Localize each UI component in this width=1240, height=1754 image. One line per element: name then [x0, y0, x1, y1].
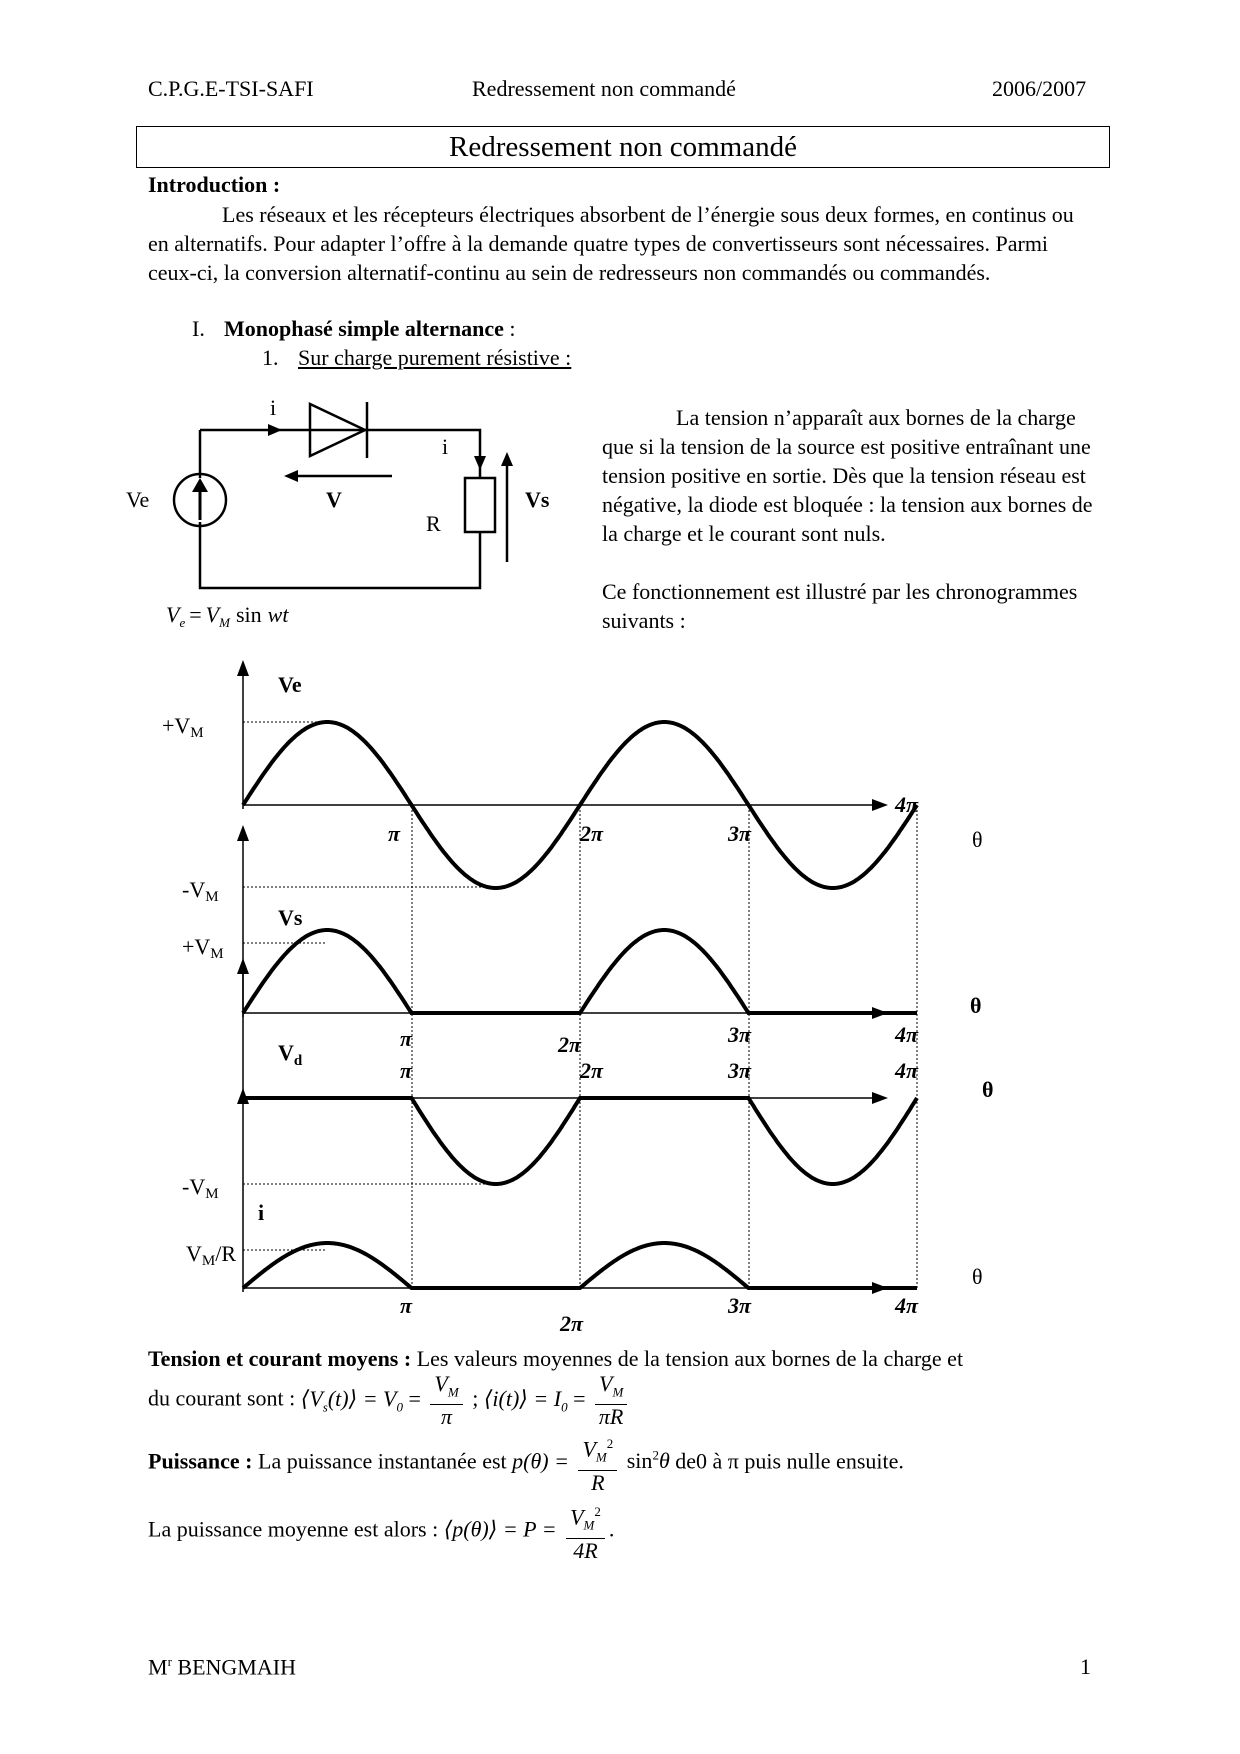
- puissance-text: La puissance instantanée est: [252, 1448, 513, 1474]
- description-p2: Ce fonctionnement est illustré par les chronogrammes suivants :: [602, 579, 1078, 633]
- i-tick-3pi: 3π: [728, 1293, 752, 1318]
- vs-tick-3pi: 3π: [728, 1022, 752, 1047]
- ve-y-arrow: [237, 660, 249, 676]
- tension-text: Les valeurs moyennes de la tension aux bornes de la charge et: [411, 1346, 964, 1371]
- circuit-diagram: [120, 390, 570, 640]
- header-center: Redressement non commandé: [472, 76, 736, 101]
- vd-tick-pi: π: [400, 1058, 413, 1083]
- ve-pvm-label: +VM: [162, 713, 204, 741]
- vs-tick-4pi: 4π: [895, 1022, 919, 1047]
- circuit-v-label: V: [326, 487, 342, 512]
- puissance-fraction: $\frac{V_M^2}{R}$: [578, 1432, 617, 1495]
- header-right: 2006/2007: [992, 76, 1087, 101]
- chronogram-chart: [150, 660, 1010, 1340]
- i-x-arrow: [872, 1282, 888, 1294]
- moyenne-fraction: $\frac{V_M^2}{4R}$: [566, 1500, 605, 1563]
- vs-xlabel: θ: [970, 993, 982, 1018]
- i-tick-4pi: 4π: [895, 1293, 919, 1318]
- vs-tick-pi: π: [400, 1026, 413, 1051]
- eq2-fraction: $\frac{V_M}{\pi R}$: [595, 1372, 627, 1429]
- eq1-fraction: $\frac{V_M}{\pi}$: [430, 1372, 462, 1429]
- i-chart-title: i: [258, 1200, 265, 1225]
- vs-y-arrow: [237, 825, 249, 841]
- ve-tick-4pi: 4π: [895, 792, 919, 817]
- i-xlabel: θ: [972, 1264, 983, 1289]
- intro-heading: Introduction :: [148, 172, 281, 197]
- vd-tick-3pi: 3π: [728, 1058, 752, 1083]
- footer-author: $M^r$ BENGMAIH: [148, 1654, 296, 1680]
- subsection-number: 1.: [262, 345, 279, 370]
- section-number: I.: [192, 316, 205, 341]
- tension-line1: [148, 1346, 1108, 1372]
- puissance-lhs: p(θ) =: [512, 1448, 569, 1474]
- circuit-r-label: R: [426, 511, 441, 536]
- vs-pvm-label: +VM: [182, 934, 224, 962]
- i-vmr-label: VM/R: [186, 1241, 237, 1269]
- vd-tick-2pi: 2π: [580, 1058, 604, 1083]
- tension-heading: Tension et courant moyens :: [148, 1346, 412, 1371]
- vd-y-arrow: [237, 958, 249, 974]
- moyenne-line: [148, 1500, 614, 1563]
- puissance-tail: de0 à π puis nulle ensuite.: [669, 1448, 904, 1474]
- eq1: $⟨V_s(t)⟩ = V_0$ =: [300, 1385, 421, 1415]
- puissance-line: [148, 1432, 904, 1495]
- circuit-ve-label: Ve: [126, 487, 150, 512]
- eq2: ⟨i(t)⟩ = $I_0$ =: [483, 1385, 586, 1415]
- ve-tick-pi: π: [388, 821, 401, 846]
- section-colon: :: [503, 316, 516, 341]
- i-tick-pi: π: [400, 1293, 413, 1318]
- circuit-i-top: i: [270, 395, 277, 420]
- circuit-vs-label: Vs: [525, 487, 550, 512]
- i-curve: [243, 1243, 917, 1288]
- vd-tick-4pi: 4π: [895, 1058, 919, 1083]
- ve-xlabel: θ: [972, 827, 983, 852]
- ve-x-arrow: [872, 799, 888, 811]
- subsection-title: Sur charge purement résistive :: [298, 345, 572, 370]
- puissance-heading: Puissance :: [148, 1448, 253, 1474]
- header-left: C.P.G.E-TSI-SAFI: [148, 76, 314, 101]
- tension-equations: [148, 1372, 631, 1429]
- vd-chart-title: $V_d$: [278, 1040, 303, 1069]
- vd-x-arrow: [872, 1092, 888, 1104]
- circuit-i-right: i: [442, 434, 449, 459]
- vd-xlabel: θ: [982, 1077, 994, 1102]
- moyenne-tail: .: [608, 1516, 615, 1542]
- ve-nvm-label: -VM: [182, 877, 219, 905]
- ve-chart-title: Ve: [278, 672, 302, 697]
- vd-nvm-label: -VM: [182, 1174, 219, 1202]
- footer-page: 1: [1080, 1654, 1091, 1679]
- i-tick-2pi: 2π: [560, 1311, 584, 1336]
- vs-chart-title: Vs: [278, 905, 303, 930]
- tension-text2: du courant sont :: [148, 1385, 301, 1411]
- moyenne-lhs: ⟨p(θ)⟩ = P =: [443, 1516, 557, 1542]
- puissance-sin: $\sin^2\theta$: [626, 1448, 670, 1474]
- section-title: Monophasé simple alternance: [224, 316, 504, 341]
- circuit-equation: $V_e = V_M$ sin wt: [166, 602, 289, 630]
- page-title: Redressement non commandé: [136, 126, 1110, 168]
- description-p1: La tension n’apparaît aux bornes de la charge que si la tension de la source est positive entraînant une tension positive en sortie. Dès que la tension réseau est négative, la diode est bloquée : la tension aux bornes de la charge et le courant sont nuls.: [602, 405, 1093, 546]
- moyenne-text: La puissance moyenne est alors :: [148, 1516, 444, 1542]
- intro-text: Les réseaux et les récepteurs électriques absorbent de l’énergie sous deux formes, en continus ou en alternatifs. Pour adapter l’offre à la demande quatre types de convertisseurs sont nécessaires. Parmi ceux-ci, la conversion alternatif-continu au sein de redresseurs non commandés ou commandés.: [148, 202, 1074, 285]
- eq-separator: ;: [472, 1385, 479, 1411]
- vs-x-arrow: [872, 1007, 888, 1019]
- ve-tick-3pi: 3π: [728, 821, 752, 846]
- vs-tick-2pi: 2π: [558, 1032, 582, 1057]
- ve-tick-2pi: 2π: [580, 821, 604, 846]
- section-title-wrap: [224, 316, 516, 342]
